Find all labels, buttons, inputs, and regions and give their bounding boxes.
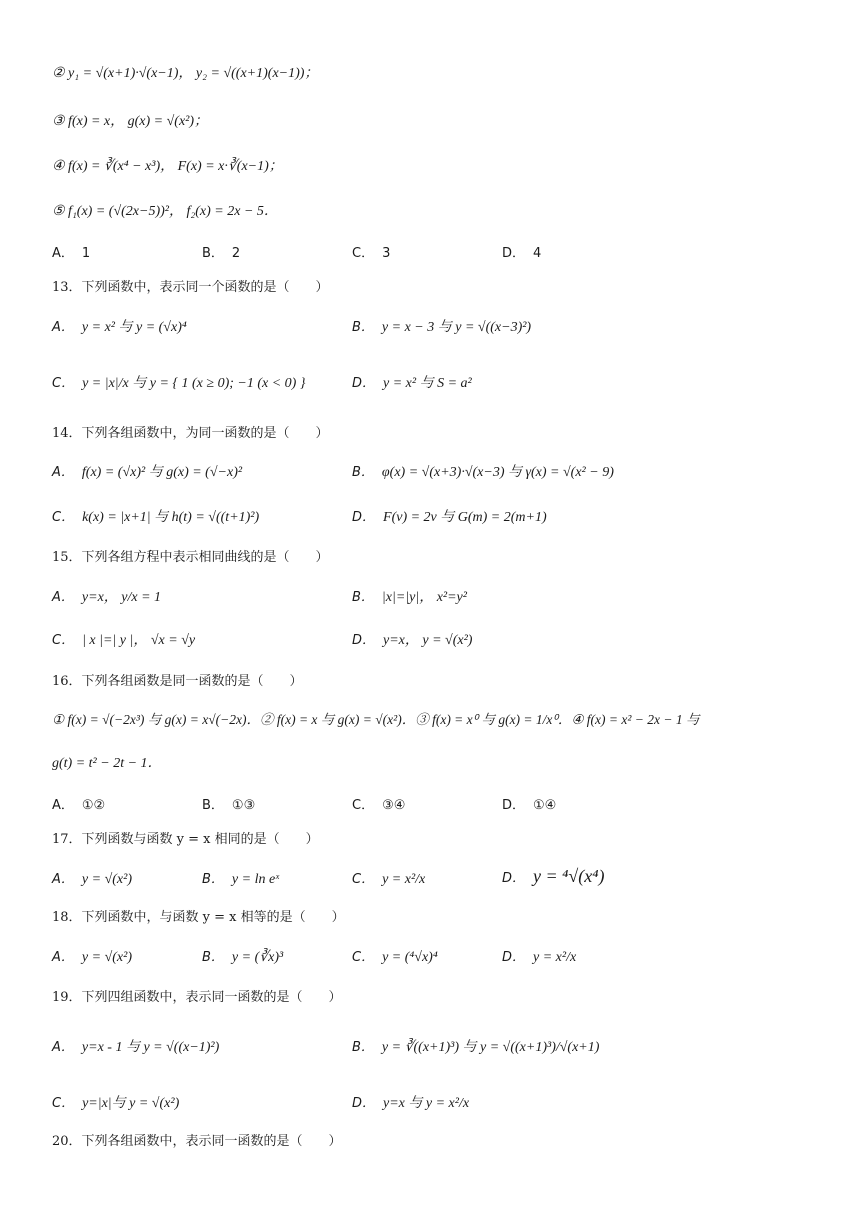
q16-stem: 16．下列各组函数是同一函数的是（ ） <box>52 674 303 689</box>
q19-option-d: D． y=x 与 y = x²/x <box>352 1096 470 1111</box>
q15-option-b: B． |x|=|y|， x²=y² <box>352 590 467 605</box>
q12-item-3: ③ f(x) = x， g(x) = √(x²)； <box>52 114 209 129</box>
q12-option-a: A． 1 <box>52 246 91 261</box>
q16-line-1: ① f(x) = √(−2x³) 与 g(x) = x√(−2x)．② f(x) = x 与 g(x) = √(x²)．③ f(x) = x⁰ 与 g(x) = 1/x⁰．④ f(x) = x² − 2x − 1 与 <box>52 712 700 727</box>
q12-option-d: D． 4 <box>502 246 542 261</box>
q15-option-c: C． | x |=| y |， √x = √y <box>52 633 196 648</box>
q13-option-b: B． y = x − 3 与 y = √((x−3)²) <box>352 320 532 335</box>
q12-option-b: B． 2 <box>202 246 241 261</box>
q14-option-b: B． φ(x) = √(x+3)·√(x−3) 与 γ(x) = √(x² − 9) <box>352 465 614 480</box>
q19-option-b: B． y = ∛((x+1)³) 与 y = √((x+1)³)/√(x+1) <box>352 1040 600 1055</box>
q18-option-c: C． y = (⁴√x)⁴ <box>352 950 438 965</box>
q13-option-c: C． y = |x|/x 与 y = { 1 (x ≥ 0); −1 (x < 0) } <box>52 376 306 391</box>
q16-line-2: g(t) = t² − 2t − 1． <box>52 756 162 771</box>
q12-item-4: ④ f(x) = ∛(x⁴ − x³)， F(x) = x·∛(x−1)； <box>52 159 283 174</box>
q19-option-c: C． y=|x|与 y = √(x²) <box>52 1096 180 1111</box>
q15-option-a: A． y=x， y/x = 1 <box>52 590 162 605</box>
q16-option-c: C． ③④ <box>352 798 406 813</box>
q16-option-b: B． ①③ <box>202 798 256 813</box>
q15-stem: 15．下列各组方程中表示相同曲线的是（ ） <box>52 550 329 565</box>
q12-item-2: ② y₁ = √(x+1)·√(x−1)， y₂ = √((x+1)(x−1))； <box>52 66 319 81</box>
q15-option-d: D． y=x， y = √(x²) <box>352 633 473 648</box>
q14-stem: 14．下列各组函数中，为同一函数的是（ ） <box>52 426 329 441</box>
q16-option-a: A． ①② <box>52 798 106 813</box>
q17-option-c: C． y = x²/x <box>352 872 426 887</box>
q14-option-d: D． F(v) = 2v 与 G(m) = 2(m+1) <box>352 510 547 525</box>
q18-option-d: D． y = x²/x <box>502 950 577 965</box>
q19-option-a: A． y=x - 1 与 y = √((x−1)²) <box>52 1040 220 1055</box>
q18-option-b: B． y = (∛x)³ <box>202 950 284 965</box>
q12-option-c: C． 3 <box>352 246 391 261</box>
q13-stem: 13．下列函数中，表示同一个函数的是（ ） <box>52 280 329 295</box>
q18-option-a: A． y = √(x²) <box>52 950 132 965</box>
q20-stem: 20．下列各组函数中，表示同一函数的是（ ） <box>52 1134 342 1149</box>
q17-option-d: D． y = ⁴√(x⁴) <box>502 866 605 886</box>
q17-option-b: B． y = ln eˣ <box>202 872 280 887</box>
q17-option-a: A． y = √(x²) <box>52 872 132 887</box>
q13-option-d: D． y = x² 与 S = a² <box>352 376 472 391</box>
q17-stem: 17．下列函数与函数 y = x 相同的是（ ） <box>52 832 319 847</box>
q14-option-a: A． f(x) = (√x)² 与 g(x) = (√−x)² <box>52 465 243 480</box>
q18-stem: 18．下列函数中，与函数 y = x 相等的是（ ） <box>52 910 345 925</box>
q19-stem: 19．下列四组函数中，表示同一函数的是（ ） <box>52 990 342 1005</box>
q14-option-c: C． k(x) = |x+1| 与 h(t) = √((t+1)²) <box>52 510 260 525</box>
q12-item-5: ⑤ f₁(x) = (√(2x−5))²， f₂(x) = 2x − 5． <box>52 204 278 219</box>
q16-option-d: D． ①④ <box>502 798 557 813</box>
q13-option-a: A． y = x² 与 y = (√x)⁴ <box>52 320 187 335</box>
